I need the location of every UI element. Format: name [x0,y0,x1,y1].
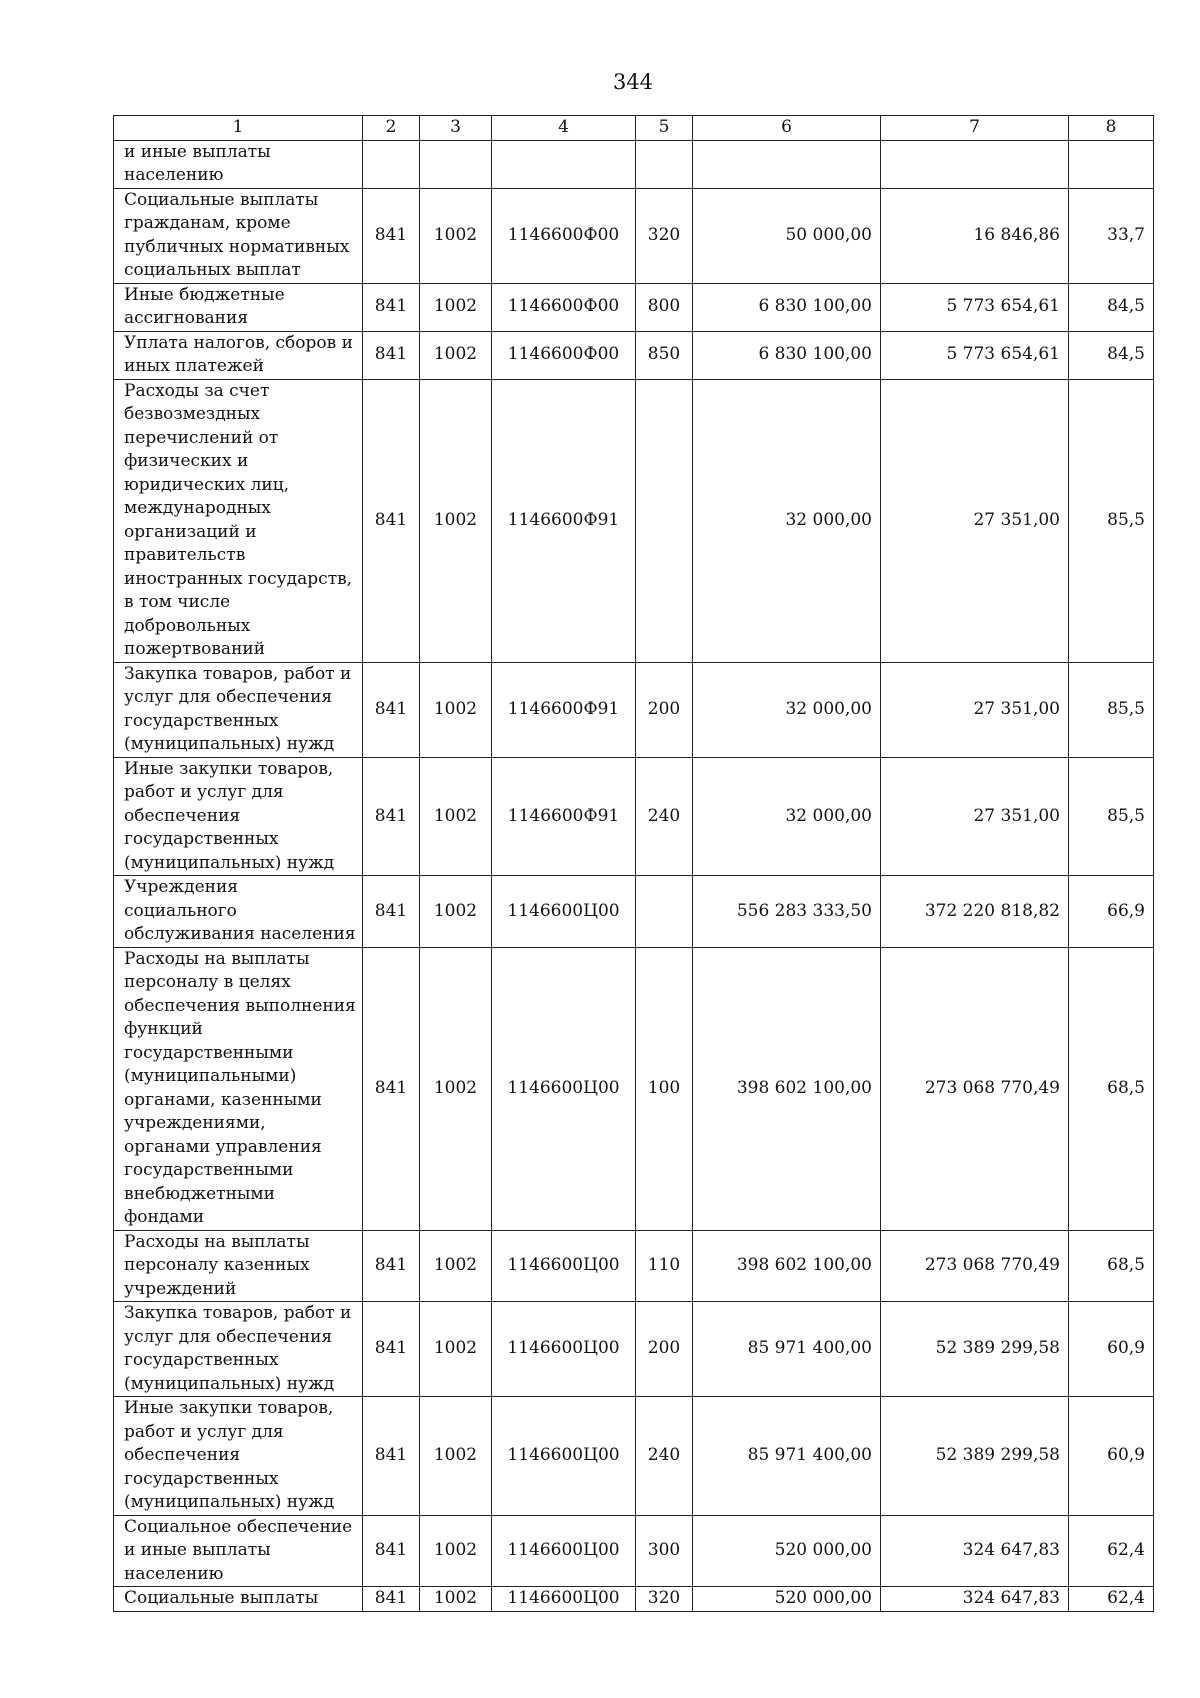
row-name: Иные бюджетные ассигнования [114,283,363,331]
row-name: Закупка товаров, работ и услуг для обеспечения государственных (муниципальных) нужд [114,662,363,757]
row-target: 1146600Ф91 [492,379,636,662]
row-pct: 62,4 [1069,1587,1154,1612]
row-plan [693,140,881,188]
row-name: Социальные выплаты [114,1587,363,1612]
row-grbs: 841 [363,1230,420,1302]
row-vr [636,140,693,188]
row-pct: 62,4 [1069,1515,1154,1587]
row-pct: 85,5 [1069,662,1154,757]
row-vr: 300 [636,1515,693,1587]
row-section: 1002 [420,1587,492,1612]
row-section: 1002 [420,1230,492,1302]
page-number: 344 [612,70,654,94]
column-header: 2 [363,116,420,141]
row-target: 1146600Ц00 [492,1587,636,1612]
row-vr [636,379,693,662]
row-vr: 200 [636,662,693,757]
row-target: 1146600Ц00 [492,1397,636,1516]
row-grbs: 841 [363,1587,420,1612]
row-target: 1146600Ф00 [492,188,636,283]
row-name: Иные закупки товаров, работ и услуг для обеспечения государственных (муниципальных) нужд [114,1397,363,1516]
table-row [114,662,1154,757]
row-fact: 5 773 654,61 [881,331,1069,379]
row-name: Иные закупки товаров, работ и услуг для обеспечения государственных (муниципальных) нужд [114,757,363,876]
row-fact [881,140,1069,188]
row-plan: 398 602 100,00 [693,1230,881,1302]
row-grbs: 841 [363,1515,420,1587]
row-name: и иные выплаты населению [114,140,363,188]
row-section: 1002 [420,947,492,1230]
row-name: Уплата налогов, сборов и иных платежей [114,331,363,379]
row-pct: 68,5 [1069,947,1154,1230]
row-plan: 398 602 100,00 [693,947,881,1230]
row-fact: 27 351,00 [881,662,1069,757]
row-plan: 32 000,00 [693,757,881,876]
row-section: 1002 [420,188,492,283]
row-fact: 324 647,83 [881,1587,1069,1612]
row-target [492,140,636,188]
row-plan: 32 000,00 [693,662,881,757]
row-grbs: 841 [363,283,420,331]
row-grbs: 841 [363,662,420,757]
table-header [114,116,1154,141]
row-section: 1002 [420,662,492,757]
row-vr: 100 [636,947,693,1230]
table-body [114,140,1154,1612]
row-vr [636,876,693,948]
column-header: 3 [420,116,492,141]
row-pct: 84,5 [1069,283,1154,331]
row-fact: 273 068 770,49 [881,947,1069,1230]
row-fact: 372 220 818,82 [881,876,1069,948]
row-section: 1002 [420,331,492,379]
row-section: 1002 [420,379,492,662]
row-target: 1146600Ф00 [492,283,636,331]
column-header: 7 [881,116,1069,141]
row-name: Закупка товаров, работ и услуг для обеспечения государственных (муниципальных) нужд [114,1302,363,1397]
column-header: 4 [492,116,636,141]
row-plan: 85 971 400,00 [693,1302,881,1397]
row-vr: 240 [636,1397,693,1516]
column-header: 6 [693,116,881,141]
row-vr: 850 [636,331,693,379]
row-pct: 66,9 [1069,876,1154,948]
row-grbs: 841 [363,188,420,283]
table-row [114,188,1154,283]
row-section [420,140,492,188]
table-row [114,379,1154,662]
row-target: 1146600Ц00 [492,1230,636,1302]
row-plan: 520 000,00 [693,1587,881,1612]
row-section: 1002 [420,283,492,331]
row-vr: 200 [636,1302,693,1397]
column-header: 1 [114,116,363,141]
row-fact: 5 773 654,61 [881,283,1069,331]
row-fact: 273 068 770,49 [881,1230,1069,1302]
table-row [114,1515,1154,1587]
row-grbs [363,140,420,188]
row-pct [1069,140,1154,188]
row-target: 1146600Ц00 [492,1515,636,1587]
row-name: Учреждения социального обслуживания населения [114,876,363,948]
row-fact: 324 647,83 [881,1515,1069,1587]
row-plan: 85 971 400,00 [693,1397,881,1516]
table-row [114,876,1154,948]
row-vr: 320 [636,188,693,283]
row-target: 1146600Ф00 [492,331,636,379]
row-pct: 85,5 [1069,757,1154,876]
row-plan: 556 283 333,50 [693,876,881,948]
row-pct: 33,7 [1069,188,1154,283]
row-fact: 52 389 299,58 [881,1302,1069,1397]
row-target: 1146600Ф91 [492,757,636,876]
table-row [114,283,1154,331]
row-section: 1002 [420,1302,492,1397]
column-header: 8 [1069,116,1154,141]
row-pct: 68,5 [1069,1230,1154,1302]
row-vr: 320 [636,1587,693,1612]
row-grbs: 841 [363,757,420,876]
row-target: 1146600Ц00 [492,947,636,1230]
row-name: Расходы за счет безвозмездных перечислений от физических и юридических лиц, международных организаций и правительств иностранных государств, в том числе добровольных пожертвований [114,379,363,662]
table-row [114,331,1154,379]
row-pct: 60,9 [1069,1302,1154,1397]
row-section: 1002 [420,1397,492,1516]
budget-table [113,115,1154,1612]
row-vr: 800 [636,283,693,331]
row-fact: 27 351,00 [881,379,1069,662]
row-section: 1002 [420,1515,492,1587]
table-row [114,140,1154,188]
table-row [114,1230,1154,1302]
row-pct: 84,5 [1069,331,1154,379]
row-plan: 50 000,00 [693,188,881,283]
row-grbs: 841 [363,1397,420,1516]
row-grbs: 841 [363,331,420,379]
row-grbs: 841 [363,379,420,662]
row-name: Расходы на выплаты персоналу казенных учреждений [114,1230,363,1302]
row-plan: 6 830 100,00 [693,283,881,331]
row-name: Расходы на выплаты персоналу в целях обеспечения выполнения функций государственными (муниципальными) органами, казенными учреждениями, органами управления государственными внебюджетными фондами [114,947,363,1230]
row-grbs: 841 [363,947,420,1230]
row-vr: 110 [636,1230,693,1302]
row-pct: 60,9 [1069,1397,1154,1516]
row-section: 1002 [420,876,492,948]
row-fact: 16 846,86 [881,188,1069,283]
row-plan: 520 000,00 [693,1515,881,1587]
row-grbs: 841 [363,876,420,948]
row-section: 1002 [420,757,492,876]
row-vr: 240 [636,757,693,876]
row-plan: 6 830 100,00 [693,331,881,379]
row-target: 1146600Ф91 [492,662,636,757]
row-name: Социальное обеспечение и иные выплаты населению [114,1515,363,1587]
table-row [114,1587,1154,1612]
row-grbs: 841 [363,1302,420,1397]
row-pct: 85,5 [1069,379,1154,662]
table-row [114,757,1154,876]
row-fact: 52 389 299,58 [881,1397,1069,1516]
column-header: 5 [636,116,693,141]
table-row [114,1397,1154,1516]
row-plan: 32 000,00 [693,379,881,662]
table-row [114,947,1154,1230]
row-fact: 27 351,00 [881,757,1069,876]
header-row [114,116,1154,141]
row-target: 1146600Ц00 [492,1302,636,1397]
row-target: 1146600Ц00 [492,876,636,948]
row-name: Социальные выплаты гражданам, кроме публичных нормативных социальных выплат [114,188,363,283]
table-row [114,1302,1154,1397]
